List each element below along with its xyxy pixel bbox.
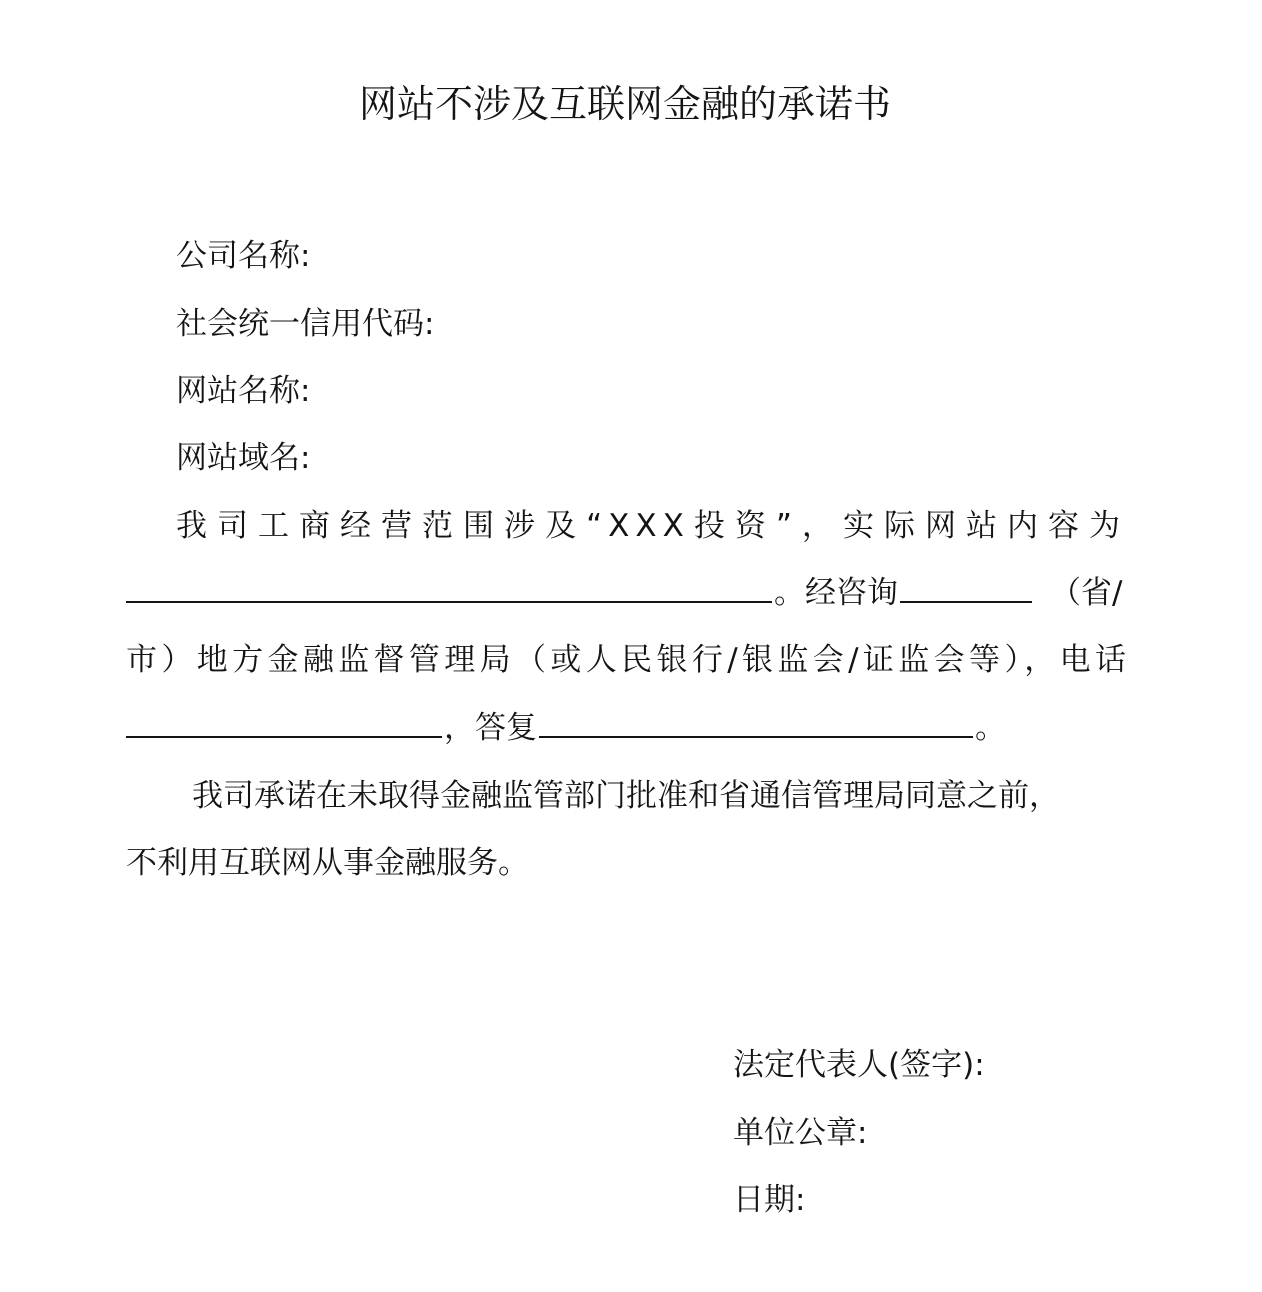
paragraph2-line2: 不利用互联网从事金融服务。 [126, 845, 529, 881]
representative-signature-label: 法定代表人(签字): [733, 1047, 985, 1083]
credit-code-label: 社会统一信用代码: [176, 306, 435, 342]
paragraph1-line3: 市）地方金融监督管理局（或人民银行/银监会/证监会等），电话 [126, 642, 1126, 678]
reply-blank [539, 708, 973, 738]
company-name-label: 公司名称: [176, 238, 311, 274]
paragraph1-line1: 我司工商经营范围涉及“XXX投资”，实际网站内容为 [176, 508, 1126, 544]
paragraph1-line2 [126, 573, 1126, 613]
paragraph1-line4 [126, 708, 1126, 748]
document-title: 网站不涉及互联网金融的承诺书 [358, 82, 891, 126]
company-seal-label: 单位公章: [733, 1115, 868, 1151]
reply-text: ，答复 [444, 710, 537, 746]
paragraph2-line1: 我司承诺在未取得金融监管部门批准和省通信管理局同意之前， [192, 778, 1060, 814]
period-text: 。 [975, 710, 1006, 746]
date-label: 日期: [733, 1182, 806, 1218]
province-blank [900, 573, 1032, 603]
site-domain-label: 网站域名: [176, 440, 311, 476]
phone-blank [126, 708, 442, 738]
province-text: （省/ [1050, 575, 1123, 611]
content-blank [126, 573, 772, 603]
site-name-label: 网站名称: [176, 373, 311, 409]
consult-text: 。经咨询 [774, 575, 898, 611]
